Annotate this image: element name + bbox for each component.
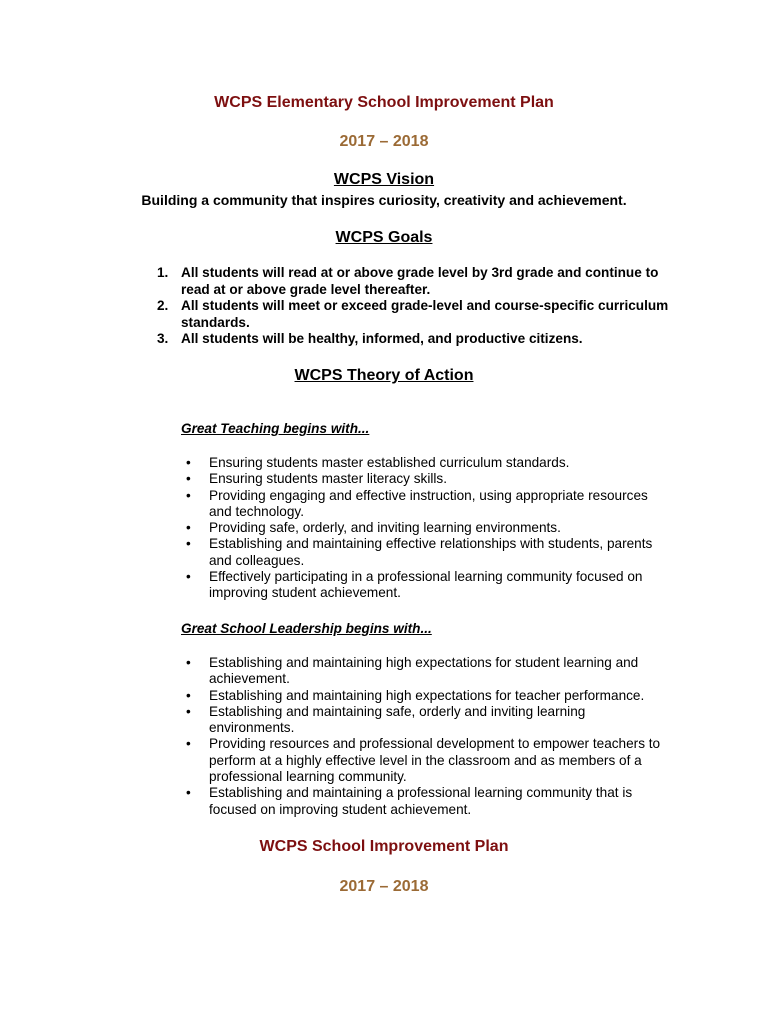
goals-heading: WCPS Goals bbox=[335, 229, 433, 246]
goal-item bbox=[157, 331, 677, 348]
goal-text: All students will be healthy, informed, and productive citizens. bbox=[181, 331, 583, 346]
bullet-icon: • bbox=[186, 536, 191, 552]
bullet-icon: • bbox=[186, 487, 191, 503]
goal-number: 1. bbox=[157, 265, 169, 280]
list-item-text: Ensuring students master established curriculum standards. bbox=[209, 455, 570, 470]
bullet-icon: • bbox=[186, 736, 191, 752]
goal-number: 2. bbox=[157, 298, 169, 313]
bullet-icon: • bbox=[186, 655, 191, 670]
leadership-list bbox=[186, 655, 666, 818]
goal-text: All students will read at or above grade level by 3rd grade and continue to read at or above grade level thereafter. bbox=[181, 265, 659, 297]
bullet-icon: • bbox=[186, 703, 191, 719]
theory-heading: WCPS Theory of Action bbox=[294, 367, 474, 384]
list-item bbox=[186, 536, 666, 569]
list-item bbox=[186, 785, 666, 818]
vision-heading: WCPS Vision bbox=[333, 171, 435, 188]
list-item-text: Establishing and maintaining a professional learning community that is focused on improving student achievement. bbox=[209, 785, 633, 817]
bullet-icon: • bbox=[186, 455, 191, 470]
leadership-subheading: Great School Leadership begins with... bbox=[181, 621, 432, 636]
bullet-icon: • bbox=[186, 520, 191, 536]
list-item-text: Providing safe, orderly, and inviting learning environments. bbox=[209, 520, 561, 536]
list-item bbox=[186, 488, 666, 521]
list-item bbox=[186, 655, 666, 688]
list-item-text: Ensuring students master literacy skills. bbox=[209, 471, 447, 487]
list-item bbox=[186, 520, 666, 536]
list-item-text: Effectively participating in a professional learning community focused on improving student achievement. bbox=[209, 569, 643, 601]
document-year: 2017 – 2018 bbox=[339, 133, 429, 150]
goals-list bbox=[157, 265, 677, 348]
bullet-icon: • bbox=[186, 785, 191, 801]
vision-statement: Building a community that inspires curiosity, creativity and achievement. bbox=[141, 192, 627, 208]
list-item-text: Providing engaging and effective instruction, using appropriate resources and technology. bbox=[209, 487, 648, 519]
list-item-text: Providing resources and professional development to empower teachers to perform at a highly effective level in the classroom and as members of a professional learning community. bbox=[209, 736, 661, 785]
document-title: WCPS Elementary School Improvement Plan bbox=[214, 94, 554, 111]
teaching-list bbox=[186, 455, 666, 602]
bullet-icon: • bbox=[186, 687, 191, 703]
list-item-text: Establishing and maintaining high expectations for student learning and achievement. bbox=[209, 655, 639, 687]
goal-text: All students will meet or exceed grade-level and course-specific curriculum standards. bbox=[181, 298, 669, 330]
goal-item bbox=[157, 298, 677, 331]
list-item-text: Establishing and maintaining high expectations for teacher performance. bbox=[209, 687, 645, 703]
list-item-text: Establishing and maintaining safe, orderly and inviting learning environments. bbox=[209, 703, 586, 736]
list-item bbox=[186, 455, 666, 471]
bullet-icon: • bbox=[186, 569, 191, 585]
teaching-subheading: Great Teaching begins with... bbox=[181, 421, 370, 436]
list-item bbox=[186, 569, 666, 602]
plan-title: WCPS School Improvement Plan bbox=[259, 838, 509, 855]
plan-year: 2017 – 2018 bbox=[339, 878, 429, 895]
list-item-text: Establishing and maintaining effective relationships with students, parents and colleagues. bbox=[209, 536, 653, 568]
list-item bbox=[186, 704, 666, 737]
bullet-icon: • bbox=[186, 471, 191, 487]
list-item bbox=[186, 471, 666, 487]
goal-item bbox=[157, 265, 677, 298]
goal-number: 3. bbox=[157, 331, 169, 346]
list-item bbox=[186, 688, 666, 704]
list-item bbox=[186, 736, 666, 785]
